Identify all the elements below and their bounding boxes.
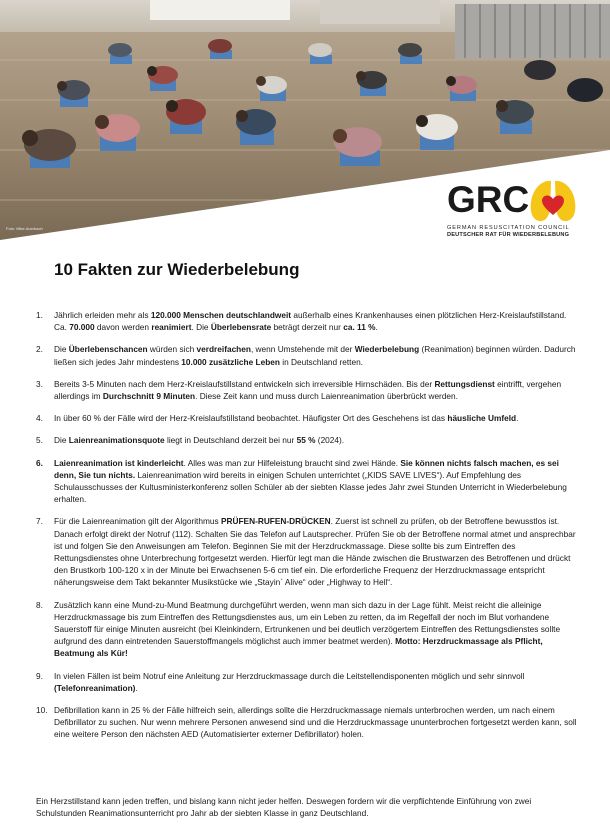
fact-text [54,413,518,423]
fact-text [54,671,524,693]
lungs-heart-icon [529,177,577,223]
fact-item [36,343,581,367]
fact-text-segment: In vielen Fällen ist beim Notruf eine Anleitung zur Herzdruckmassage durch die Leitstellendisponenten möglich und sehr sinnvoll [54,670,525,681]
fact-text-segment: . [135,682,138,693]
fact-text-segment: liegt in Deutschland derzeit bei nur [164,435,297,446]
grc-logo-subtitle-en: GERMAN RESUSCITATION COUNCIL [447,225,570,231]
fact-number: 9. [36,670,43,681]
fact-text-bold: Motto: Herzdruckmassage als Pflicht, Beatmung als Kür! [54,636,543,659]
grc-logo-subtitle-de: DEUTSCHER RAT FÜR WIEDERBELEBUNG [447,232,570,238]
fact-number: 8. [36,599,43,610]
fact-number: 10. [36,705,48,716]
fact-text-segment: Die [54,435,69,446]
fact-text-segment: Defibrillation kann in 25 % der Fälle hilfreich sein, allerdings sollte die Herzdruckmassage niemals unterbrochen werden, um nach einem Defibrillator zu suchen. Nur wenn mehrere Personen anwesend sind und die Herzdruckmassage ununterbrochen fortgesetzt werden kann, soll eine weitere Person den nächsten AED (Automatisierter externer Defibrillator) holen. [54,705,577,740]
fact-text-segment: . [375,322,378,333]
fact-text [54,344,576,366]
fact-text-bold: 70.000 [69,322,95,333]
facts-list [36,309,581,741]
fact-item [36,515,581,588]
fact-text-segment: außerhalb eines Krankenhauses einen plötzlichen Herz-Kreislaufstillstand. Ca. [54,310,567,333]
fact-item [36,412,581,424]
fact-text [54,600,560,659]
fact-text-bold: 10.000 zusätzliche Leben [181,356,280,367]
fact-text-segment: . Die [191,322,211,333]
page-title: 10 Fakten zur Wiederbelebung [54,260,300,279]
fact-text-segment: . Zuerst ist schnell zu prüfen, ob der Betroffene bewusstlos ist. Danach erfolgt direkt der Notruf (112). Schalten Sie das Telefon auf Lautsprecher. Prüfen Sie ob der Betroffene normal atmet und ansprechbar ist und folgen Sie den Anweisungen am Telefon. Beginnen Sie mit der Herzdruckmassage. Diese sollte bis zum Eintreffen des Rettungsdienstes ohne Unterbrechung fortgesetzt werden. Hierfür legt man die Hände zwischen die Brustwarzen des Betroffenen und drückt den Brustkorb 100-120 x in der Minute bei Erwachsenen 5-6 cm tief ein. Die erforderliche Frequenz der Herzdruckmassage entspricht näherungsweise dem Takt bekannter Musikstücke wie „Stayin` Alive“ oder „Highway to Hell“. [54,516,576,588]
fact-text-bold: Laienreanimationsquote [68,435,165,446]
fact-text-segment: Bereits 3-5 Minuten nach dem Herz-Kreislaufstillstand entwickeln sich irreversible Hirnschäden. Bis der [54,378,435,389]
fact-item [36,434,581,446]
fact-text [54,458,567,505]
hero-banner [0,0,610,240]
fact-text-bold: Wiederbelebung [354,344,420,355]
fact-text [54,516,576,587]
fact-number: 4. [36,413,43,424]
fact-text-segment: (Reanimation) beginnen würden. Dadurch ließen sich jedes Jahr mindestens [54,344,576,367]
fact-text-segment: Die [54,344,69,355]
fact-item [36,309,581,333]
fact-number: 3. [36,378,43,389]
fact-text-segment: würden sich [147,344,197,355]
fact-text [54,705,577,739]
fact-number: 2. [36,344,43,355]
fact-text-segment: Laienreanimation wird bereits in einigen Schulen unterrichtet („KIDS SAVE LIVES“). Auf Empfehlung des Schulausschusses der Kultusministerkonferenz sollen Schüler ab der siebten Klasse jedes Jahr zwei Stunden Unterricht in Wiederbelebung erhalten. [54,469,567,505]
fact-text-segment: in Deutschland retten. [279,356,363,367]
fact-text-bold: Durchschnitt 9 Minuten [102,391,196,402]
fact-text-segment: . Alles was man zur Hilfeleistung braucht sind zwei Hände. [183,457,401,468]
fact-text-bold: ca. 11 % [343,322,376,333]
fact-item [36,704,581,741]
fact-item [36,599,581,660]
fact-item [36,670,581,694]
grc-logo [447,177,587,239]
fact-text-bold: Überlebenschancen [68,344,148,355]
fact-number: 7. [36,516,43,527]
fact-text-bold: (Telefonreanimation) [54,682,136,693]
fact-text-segment: . Diese Zeit kann und muss durch Laienreanimation überbrückt werden. [195,391,458,402]
fact-text-segment: Zusätzlich kann eine Mund-zu-Mund Beatmung durchgeführt werden, wenn man sich dazu in der Lage fühlt. Meist reicht die alleinige Herzdruckmassage bis zum Eintreffen des Rettungsdienstes aus, um ein Leben zu retten, da im Regelfall der noch im Blut vorhandene Sauerstoff für einige Minuten ausreicht (bei Kleinkindern, Ertrunkenen und bei deutlich verzögertem Eintreffen des Rettungsdienstes sollte aufgrund des dann eintretenden Sauerstoffmangels möglichst auch immer beatmet werden). [54,599,561,647]
fact-text-segment: beträgt derzeit nur [271,322,344,333]
fact-number: 1. [36,310,43,320]
fact-text-segment: Für die Laienreanimation gilt der Algorithmus [54,516,221,527]
fact-text-segment: Jährlich erleiden mehr als [54,310,151,320]
fact-number: 6. [36,457,43,468]
fact-text-segment: . [516,413,519,424]
fact-text-bold: Überlebensrate [210,322,272,333]
fact-text-bold: häusliche Umfeld [447,413,517,424]
fact-text-segment: eintrifft, vergehen allerdings im [54,378,562,402]
fact-text-bold: verdreifachen [196,344,251,355]
fact-item [36,378,581,402]
fact-text-segment: In über 60 % der Fälle wird der Herz-Kreislaufstillstand beobachtet. Häufigster Ort des Geschehens ist das [54,413,448,424]
fact-text-segment: (2024). [315,435,345,446]
photo-credit: Foto: Mike Auerbach [6,226,43,231]
fact-text-bold: PRÜFEN-RUFEN-DRÜCKEN [220,516,331,527]
fact-text [54,379,561,401]
fact-text-bold: Rettungsdienst [434,378,495,389]
fact-text [54,435,344,445]
fact-text-bold: Sie können nichts falsch machen, es sei denn, Sie tun nichts. [54,457,559,480]
fact-text-bold: 55 % [296,435,316,446]
fact-text [54,310,566,332]
fact-text-bold: reanimiert [151,322,192,333]
closing-statement: Ein Herzstillstand kann jeden treffen, und bislang kann nicht jeder helfen. Deswegen fordern wir die verpflichtende Einführung von zwei Schulstunden Reanimationsunterricht pro Jahr ab der siebten Klasse in ganz Deutschland. [36,796,532,819]
fact-text-segment: , wenn Umstehende mit der [250,344,355,355]
grc-logo-text: GRC [447,179,530,220]
fact-text-segment: davon werden [94,322,152,333]
fact-item [36,457,581,506]
fact-text-bold: Laienreanimation ist kinderleicht [54,457,184,468]
fact-number: 5. [36,435,43,446]
fact-text-bold: 120.000 Menschen deutschlandweit [150,310,292,320]
